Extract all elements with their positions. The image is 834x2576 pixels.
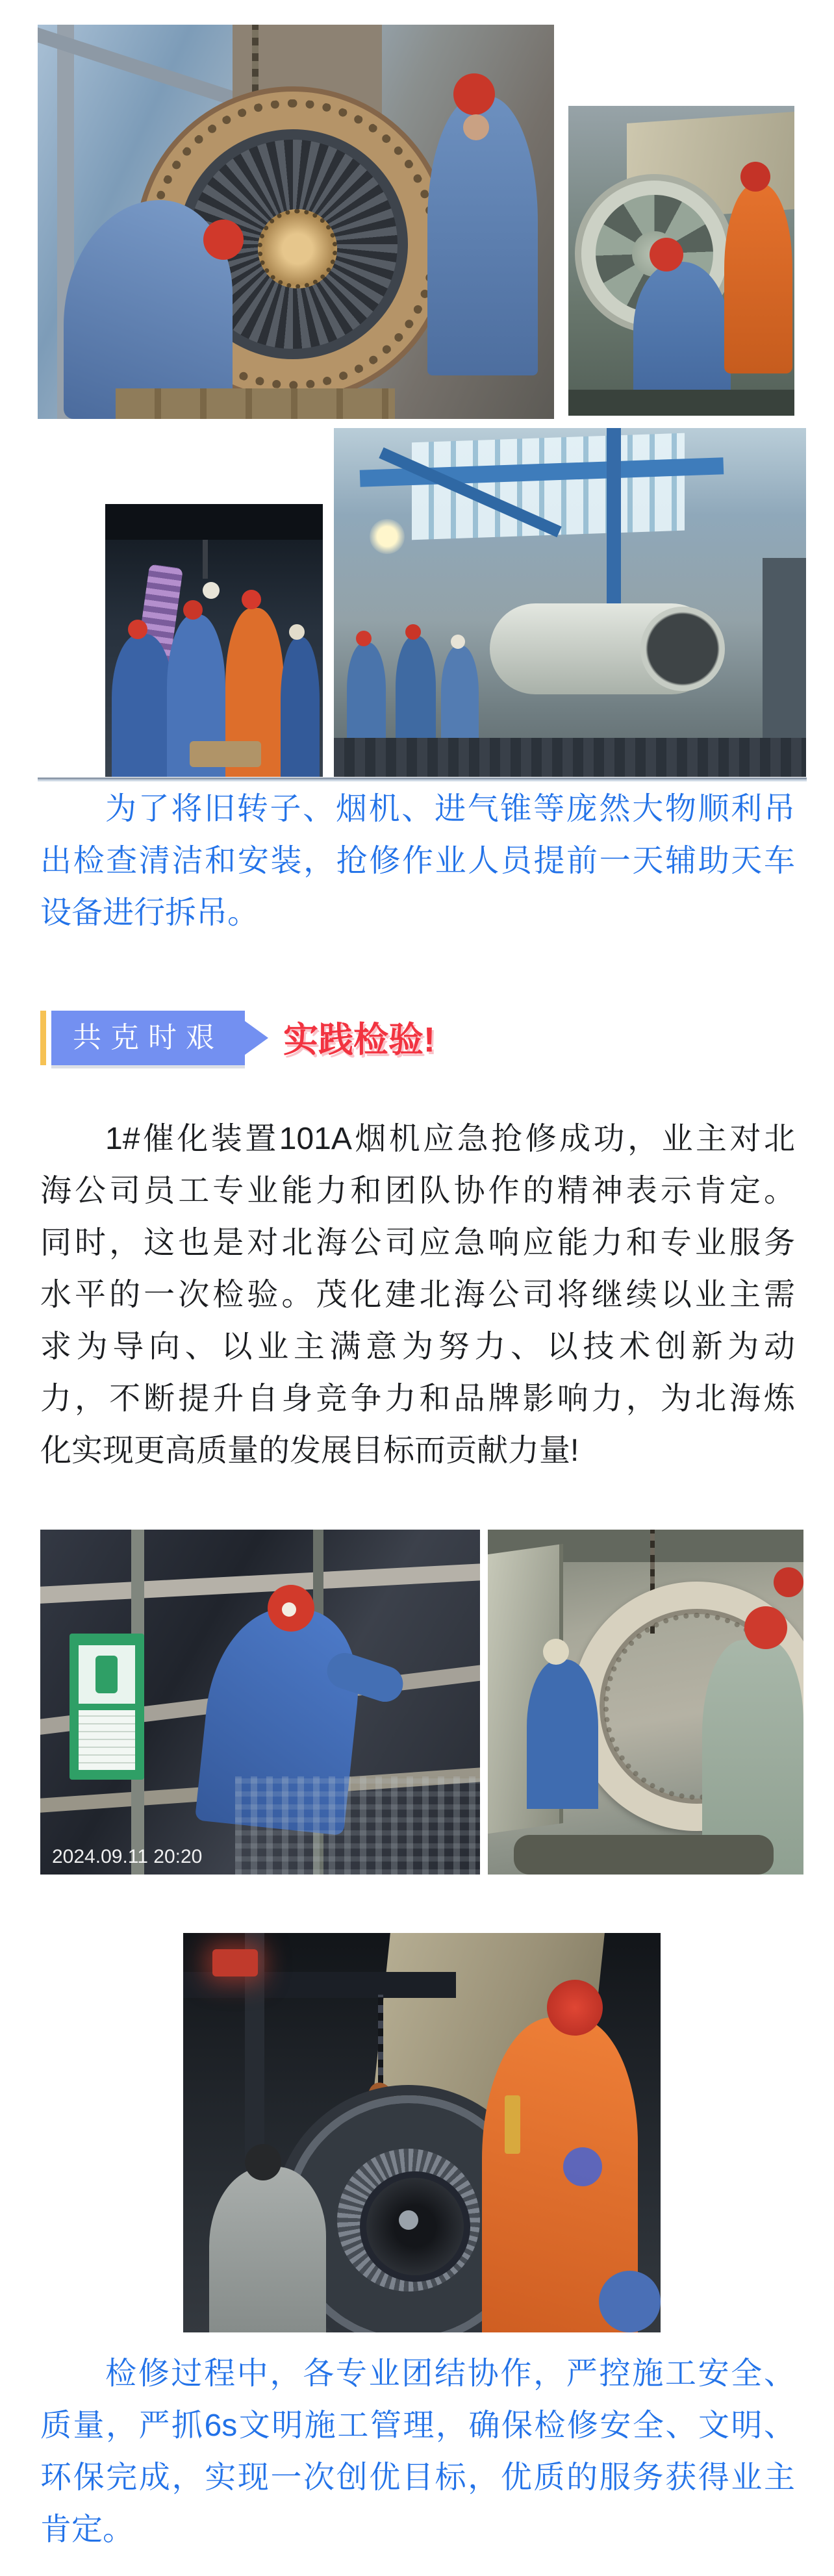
paragraph-line: 为了将旧转子、烟机、进气锥等庞然大物顺利吊 [105,792,795,826]
worker-blue [112,634,173,777]
scaffold-pipe [40,1563,480,1604]
lamp-glow [370,519,405,554]
red-helmet [183,600,203,620]
paragraph-quality [40,2348,795,2556]
white-helmet [203,582,220,599]
section-badge: 共克时艰 [51,1011,245,1065]
red-helmet [128,620,147,639]
paragraph-summary [40,1113,795,1477]
red-helmet [203,220,244,260]
floor-grating [235,1776,480,1875]
white-helmet [289,624,305,640]
red-helmet [774,1567,803,1597]
paragraph-line: 水平的一次检验。茂化建北海公司将继续以业主需 [40,1278,795,1312]
red-helmet [405,624,421,640]
paragraph-line: 检修过程中，各专业团结协作，严控施工安全、 [105,2356,795,2391]
sign-figure-icon [95,1656,118,1693]
red-warning-light [212,1949,258,1976]
worker-head [245,2144,281,2180]
worker-blue [281,637,320,777]
photo-rotor-night-lift[interactable] [183,1933,661,2332]
shaft-stand [190,741,261,767]
section-headline: 实践检验! [283,1020,435,1059]
roof-beam [105,504,323,540]
paragraph-line: 化实现更高质量的发展目标而贡献力量! [40,1433,579,1468]
worker-face [463,114,489,140]
paragraph-line: 环保完成，实现一次创优目标，优质的服务获得业主 [40,2460,795,2495]
paragraph-line: 求为导向、以业主满意为努力、以技术创新为动 [40,1330,795,1364]
paragraph-line: 肯定。 [40,2512,134,2547]
acceptance-sign [70,1634,144,1780]
worker-orange [724,184,792,373]
sign-text-panel [79,1710,135,1770]
floor-pipe [514,1835,774,1875]
photo-timestamp: 2024.09.11 20:20 [52,1846,203,1867]
casing-cylinder [490,603,717,694]
photo-workshop-lifting[interactable] [334,428,806,777]
paragraph-crane-support [40,783,795,939]
floor-grating [334,738,806,777]
paragraph-line: 海公司员工专业能力和团队协作的精神表示肯定。 [40,1174,795,1208]
rotor-hub [258,209,337,288]
suit-emblem [563,2147,602,2186]
casing-mouth [640,607,725,691]
red-helmet [547,1980,603,2036]
red-helmet [740,162,770,192]
photo-ring-hoisting[interactable] [488,1530,803,1875]
paragraph-line: 设备进行拆吊。 [40,896,259,930]
photo-night-crew[interactable] [105,504,323,777]
worker-blue [441,646,479,750]
red-helmet [744,1606,787,1649]
badge-arrow-icon [245,1021,268,1055]
photo-impeller-inspection[interactable] [568,106,794,416]
red-helmet [650,238,683,271]
hub-center [399,2210,418,2230]
worker-blue-knee [599,2271,661,2332]
paragraph-line: 同时，这也是对北海公司应急响应能力和专业服务 [40,1226,795,1260]
pale-helmet [543,1639,569,1665]
worker-blue [396,636,436,750]
hoist-cable [203,540,208,579]
white-helmet [451,635,465,649]
yellow-accent-bar [40,1011,46,1065]
worker-grey [209,2167,326,2332]
worker-blue [347,642,386,746]
red-helmet [242,590,261,609]
red-helmet [356,631,372,646]
worker-blue [527,1660,598,1809]
photo-scaffold-inspection[interactable] [40,1530,480,1875]
dark-floor [568,390,794,416]
section-header [40,1011,794,1065]
wood-planks [116,388,395,419]
paragraph-line: 1#催化装置101A烟机应急抢修成功，业主对北 [105,1122,795,1156]
section-divider [38,777,807,781]
paragraph-line: 质量，严抓6s文明施工管理，确保检修安全、文明、 [40,2408,795,2443]
paragraph-line: 力，不断提升自身竞争力和品牌影响力，为北海炼 [40,1382,795,1416]
photo-rotor-disassembly[interactable] [38,25,554,419]
paragraph-line: 出检查清洁和安装，抢修作业人员提前一天辅助天车 [40,844,795,878]
suit-gold-mark [505,2095,520,2154]
helmet-badge [282,1602,296,1617]
red-helmet [453,73,495,115]
